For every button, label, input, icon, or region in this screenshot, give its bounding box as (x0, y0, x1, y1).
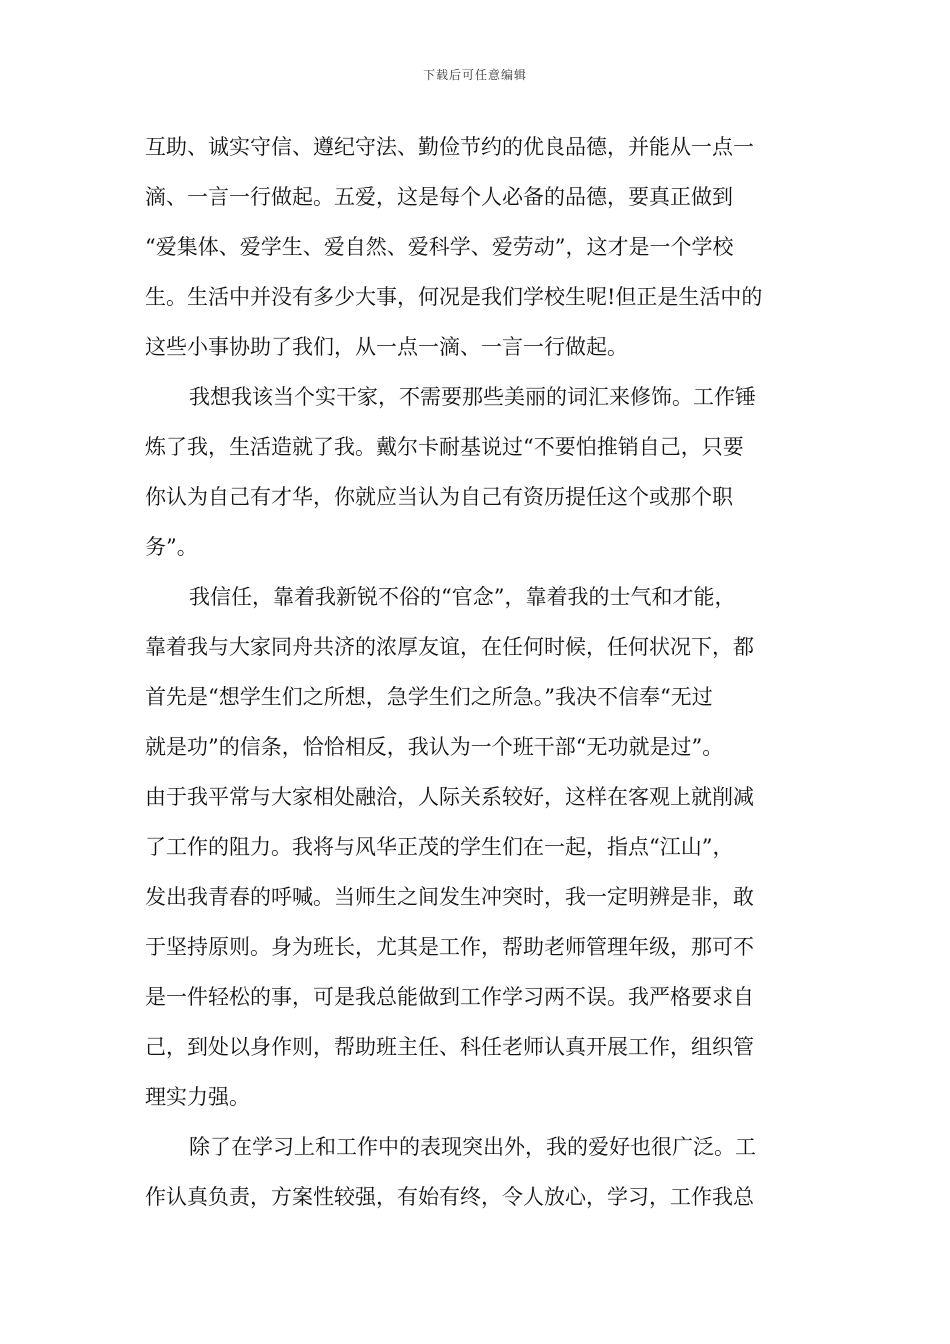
text-line: 由于我平常与大家相处融洽，人际关系较好，这样在客观上就削减 (145, 785, 754, 809)
header-note: 下载后可任意编辑 (422, 68, 527, 82)
document-body (145, 122, 805, 1222)
text-line: 我想我该当个实干家，不需要那些美丽的词汇来修饰。工作锤 (189, 385, 756, 409)
text-line: 除了在学习上和工作中的表现突出外，我的爱好也很广泛。工 (189, 1135, 756, 1159)
text-line: 就是功”的信条，恰恰相反，我认为一个班干部“无功就是过”。 (145, 735, 724, 759)
text-line: 发出我青春的呼喊。当师生之间发生冲突时，我一定明辨是非，敢 (145, 885, 754, 909)
text-line: 首先是“想学生们之所想，急学生们之所急。”我决不信奉“无过 (145, 685, 713, 709)
text-line: 生。生活中并没有多少大事，何况是我们学校生呢!但正是生活中的 (145, 285, 763, 309)
text-line: 这些小事协助了我们，从一点一滴、一言一行做起。 (145, 335, 628, 359)
text-line: 了工作的阻力。我将与风华正茂的学生们在一起，指点“江山”， (145, 835, 734, 859)
text-line: 靠着我与大家同舟共济的浓厚友谊，在任何时候，任何状况下，都 (145, 635, 754, 659)
text-line: 你认为自己有才华，你就应当认为自己有资历提任这个或那个职 (145, 485, 733, 509)
text-line: 于坚持原则。身为班长，尤其是工作，帮助老师管理年级，那可不 (145, 935, 754, 959)
text-line: 炼了我，生活造就了我。戴尔卡耐基说过“不要怕推销自己，只要 (145, 435, 744, 459)
text-line: 滴、一言一行做起。五爱，这是每个人必备的品德，要真正做到 (145, 185, 733, 209)
text-line: 理实力强。 (145, 1085, 250, 1109)
text-line: “爱集体、爱学生、爱自然、爱科学、爱劳动”，这才是一个学校 (145, 235, 734, 259)
text-line: 我信任，靠着我新锐不俗的“官念”，靠着我的士气和才能， (189, 585, 736, 609)
text-line: 互助、诚实守信、遵纪守法、勤俭节约的优良品德，并能从一点一 (145, 135, 754, 159)
text-line: 己，到处以身作则，帮助班主任、科任老师认真开展工作，组织管 (145, 1035, 754, 1059)
text-line: 是一件轻松的事，可是我总能做到工作学习两不误。我严格要求自 (145, 985, 754, 1009)
text-line: 作认真负责，方案性较强，有始有终，令人放心，学习，工作我总 (145, 1185, 754, 1209)
text-line: 务”。 (145, 535, 198, 559)
